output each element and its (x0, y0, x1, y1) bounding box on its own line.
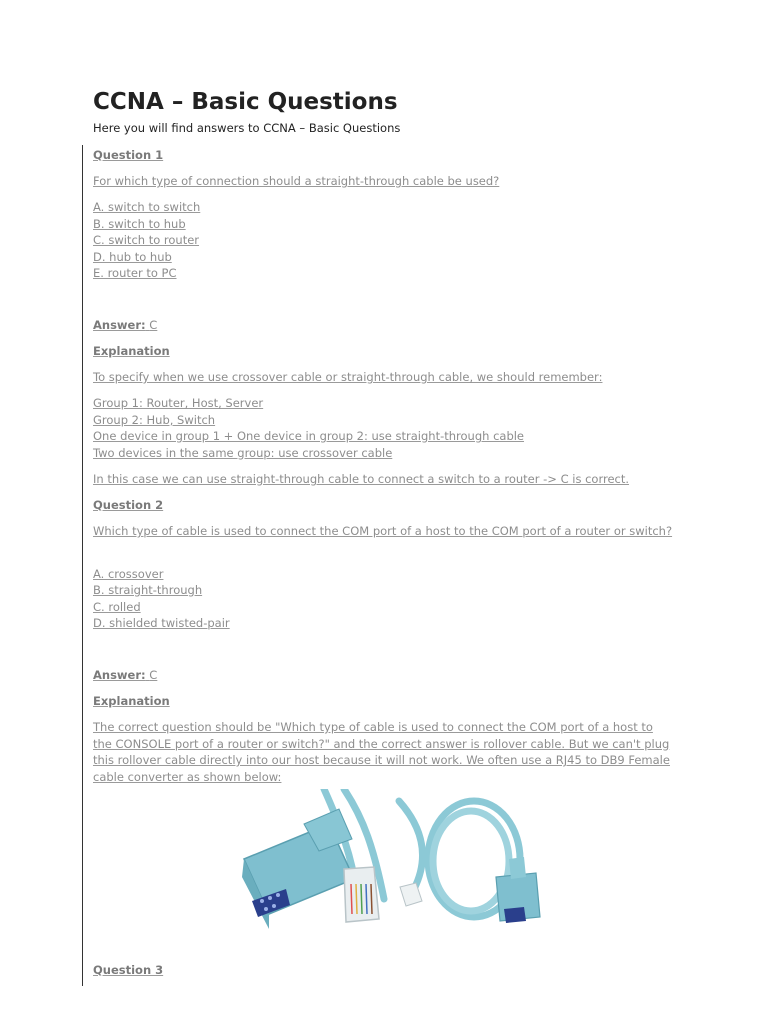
question-1-explanation-heading[interactable]: Explanation (93, 344, 170, 358)
question-1-heading[interactable]: Question 1 (93, 148, 164, 162)
answer-value: C (149, 668, 158, 682)
question-1-conclusion[interactable]: In this case we can use straight-through cable to connect a switch to a router -> C is correct. (93, 472, 630, 486)
question-2-explanation-heading[interactable]: Explanation (93, 694, 170, 708)
question-1-option-d[interactable]: D. hub to hub (93, 249, 172, 264)
question-1-option-a[interactable]: A. switch to switch (93, 200, 201, 214)
answer-label: Answer: (93, 668, 146, 682)
page-subtitle: Here you will find answers to CCNA – Basic Questions (93, 121, 401, 135)
question-2-prompt[interactable]: Which type of cable is used to connect the COM port of a host to the COM port of a router or switch? (93, 524, 673, 538)
question-1-option-e[interactable]: E. router to PC (93, 266, 177, 280)
question-1-option-b[interactable]: B. switch to hub (93, 216, 186, 231)
content-left-rule (82, 145, 83, 986)
question-1-rule-3[interactable]: One device in group 1 + One device in group 2: use straight-through cable (93, 429, 525, 443)
question-1-answer[interactable] (93, 317, 157, 334)
question-1-rule-4[interactable]: Two devices in the same group: use crossover cable (93, 445, 393, 460)
answer-value: C (149, 318, 158, 332)
question-1-rule-2[interactable]: Group 2: Hub, Switch (93, 412, 216, 427)
rj45-db9-cable-image (224, 789, 554, 939)
page-title: CCNA – Basic Questions (93, 89, 398, 115)
question-2-heading[interactable]: Question 2 (93, 498, 164, 512)
answer-label: Answer: (93, 318, 146, 332)
question-2-answer[interactable] (93, 667, 157, 684)
question-1-prompt[interactable]: For which type of connection should a straight-through cable be used? (93, 174, 500, 188)
db9-connector-left (242, 809, 354, 929)
rj45-plug (344, 867, 379, 922)
question-2-option-c[interactable]: C. rolled (93, 599, 141, 614)
question-2-option-a[interactable]: A. crossover (93, 566, 164, 581)
question-2-option-b[interactable]: B. straight-through (93, 583, 203, 597)
question-2-explanation[interactable]: The correct question should be "Which type of cable is used to connect the COM port of a host to the CONSOLE port of a router or switch?" and the correct answer is rollover cable. But we can't plug this rollover cable directly into our host because it will not work. We often use a RJ45 to DB9 Female cable converter as shown below: (93, 720, 670, 784)
question-2-option-d[interactable]: D. shielded twisted-pair (93, 616, 230, 630)
question-1-option-c[interactable]: C. switch to router (93, 233, 200, 247)
question-1-explanation-intro[interactable]: To specify when we use crossover cable or straight-through cable, we should remember: (93, 370, 603, 384)
question-3-heading[interactable]: Question 3 (93, 963, 164, 977)
question-1-rule-1[interactable]: Group 1: Router, Host, Server (93, 396, 264, 410)
db9-connector-right (496, 857, 540, 923)
